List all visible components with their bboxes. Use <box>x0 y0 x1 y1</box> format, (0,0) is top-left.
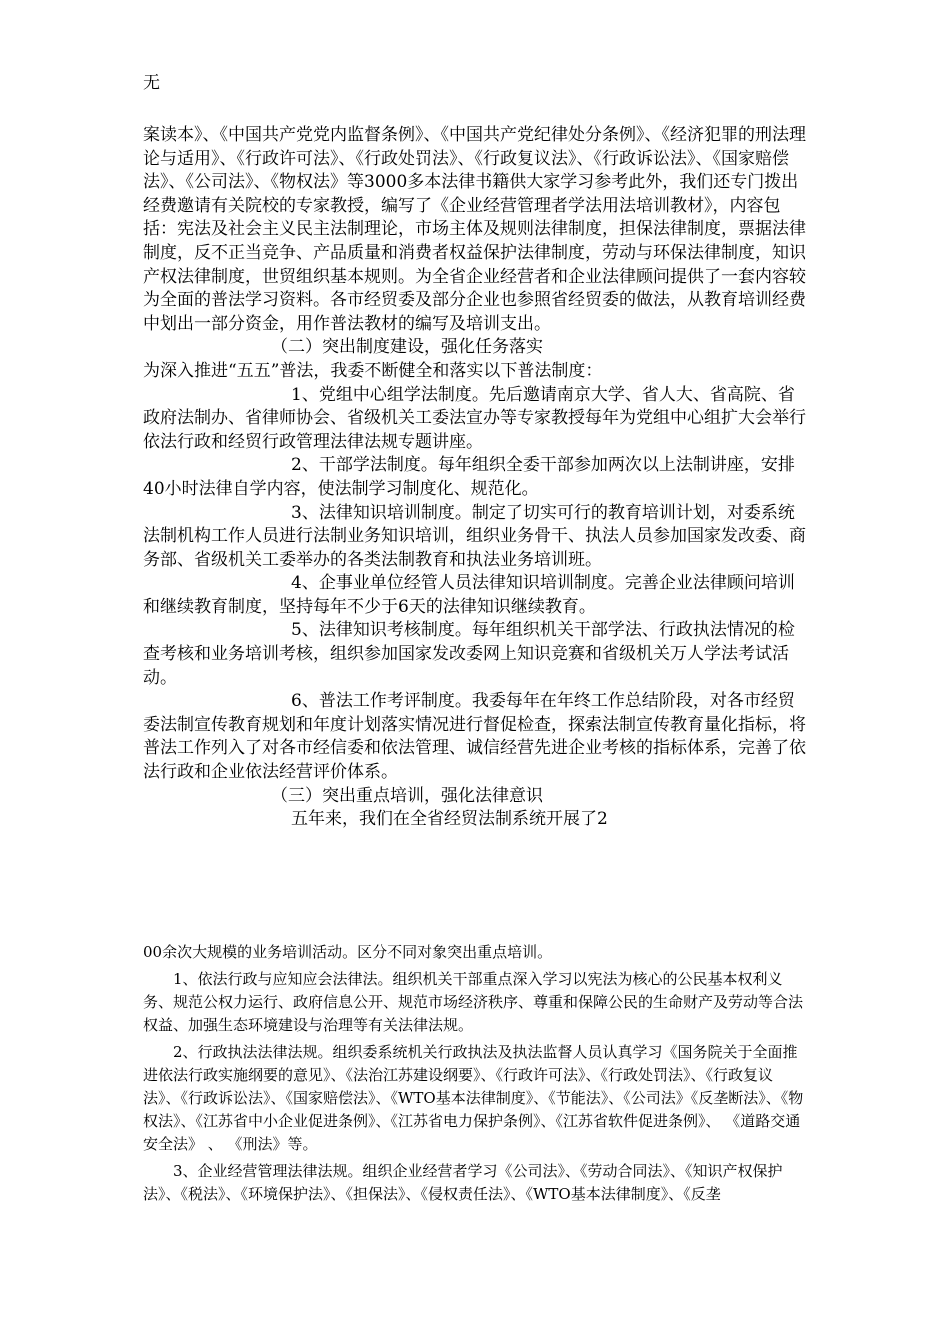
list-item: 1、党组中心组学法制度。先后邀请南京大学、省人大、省高院、省政府法制办、省律师协会、省级机关工委法宣办等专家教授每年为党组中心组扩大会举行依法行政和经贸行政管理法律法规专题讲座。 <box>143 384 806 452</box>
list-item: 2、行政执法法律法规。组织委系统机关行政执法及执法监督人员认真学习《国务院关于全面推进依法行政实施纲要的意见》、《法治江苏建设纲要》、《行政许可法》、《行政处罚法》、《行政复议法》、《行政诉讼法》、《国家赔偿法》、《WTO基本法律制度》、《节能法》、《公司法》《反垄断法》、《物权法》、《江苏省中小企业促进条例》、《江苏省电力保护条例》、《江苏省软件促进条例》、 《道路交通安全法》 、 《刑法》等。 <box>143 1043 804 1153</box>
section-heading-2: （二）突出制度建设，强化任务落实 <box>271 337 543 358</box>
paragraph-lead: 为深入推进“五五”普法，我委不断健全和落实以下普法制度： <box>143 360 603 381</box>
paragraph-intro: 案读本》、《中国共产党党内监督条例》、《中国共产党纪律处分条例》、《经济犯罪的刑法理论与适用》、《行政许可法》、《行政处罚法》、《行政复议法》、《行政诉讼法》、《国家赔偿法》、《公司法》、《物权法》等3000多本法律书籍供大家学习参考此外，我们还专门拨出经费邀请有关院校的专家教授，编写了《企业经营管理者学法用法培训教材》，内容包括：宪法及社会主义民主法制理论，市场主体及规则法律制度，担保法律制度，票据法律制度，反不正当竞争、产品质量和消费者权益保护法律制度，劳动与环保法律制度，知识产权法律制度，世贸组织基本规则。为全省企业经营者和企业法律顾问提供了一套内容较为全面的普法学习资料。各市经贸委及部分企业也参照省经贸委的做法，从教育培训经费中划出一部分资金，用作普法教材的编写及培训支出。 <box>143 125 806 334</box>
paragraph-continued: 00余次大规模的业务培训活动。区分不同对象突出重点培训。 <box>143 943 553 961</box>
page-header: 无 <box>143 73 160 93</box>
list-item: 5、法律知识考核制度。每年组织机关干部学法、行政执法情况的检查考核和业务培训考核，组织参加国家发改委网上知识竞赛和省级机关万人学法考试活动。 <box>143 620 795 688</box>
list-item: 4、企事业单位经管人员法律知识培训制度。完善企业法律顾问培训和继续教育制度，坚持每年不少于6天的法律知识继续教育。 <box>143 573 795 617</box>
list-item: 3、法律知识培训制度。制定了切实可行的教育培训计划，对委系统法制机构工作人员进行法制业务知识培训，组织业务骨干、执法人员参加国家发改委、商务部、省级机关工委举办的各类法制教育和执法业务培训班。 <box>143 502 806 570</box>
paragraph-tail: 五年来，我们在全省经贸法制系统开展了2 <box>291 809 608 830</box>
list-item: 6、普法工作考评制度。我委每年在年终工作总结阶段，对各市经贸委法制宣传教育规划和年度计划落实情况进行督促检查，探索法制宣传教育量化指标，将普法工作列入了对各市经信委和依法管理、诚信经营先进企业考核的指标体系，完善了依法行政和企业依法经营评价体系。 <box>143 691 806 783</box>
section-upper <box>143 124 809 832</box>
section-heading-3: （三）突出重点培训，强化法律意识 <box>271 785 543 806</box>
list-item: 3、企业经营管理法律法规。组织企业经营者学习《公司法》、《劳动合同法》、《知识产权保护法》、《税法》、《环境保护法》、《担保法》、《侵权责任法》、《WTO基本法律制度》、《反垄 <box>143 1162 783 1203</box>
list-item: 1、依法行政与应知应会法律法。组织机关干部重点深入学习以宪法为核心的公民基本权利义务、规范公权力运行、政府信息公开、规范市场经济秩序、尊重和保障公民的生命财产及劳动等合法权益、加强生态环境建设与治理等有关法律法规。 <box>143 970 804 1034</box>
list-item: 2、干部学法制度。每年组织全委干部参加两次以上法制讲座，安排40小时法律自学内容，使法制学习制度化、规范化。 <box>143 455 795 499</box>
section-lower <box>143 941 809 1210</box>
